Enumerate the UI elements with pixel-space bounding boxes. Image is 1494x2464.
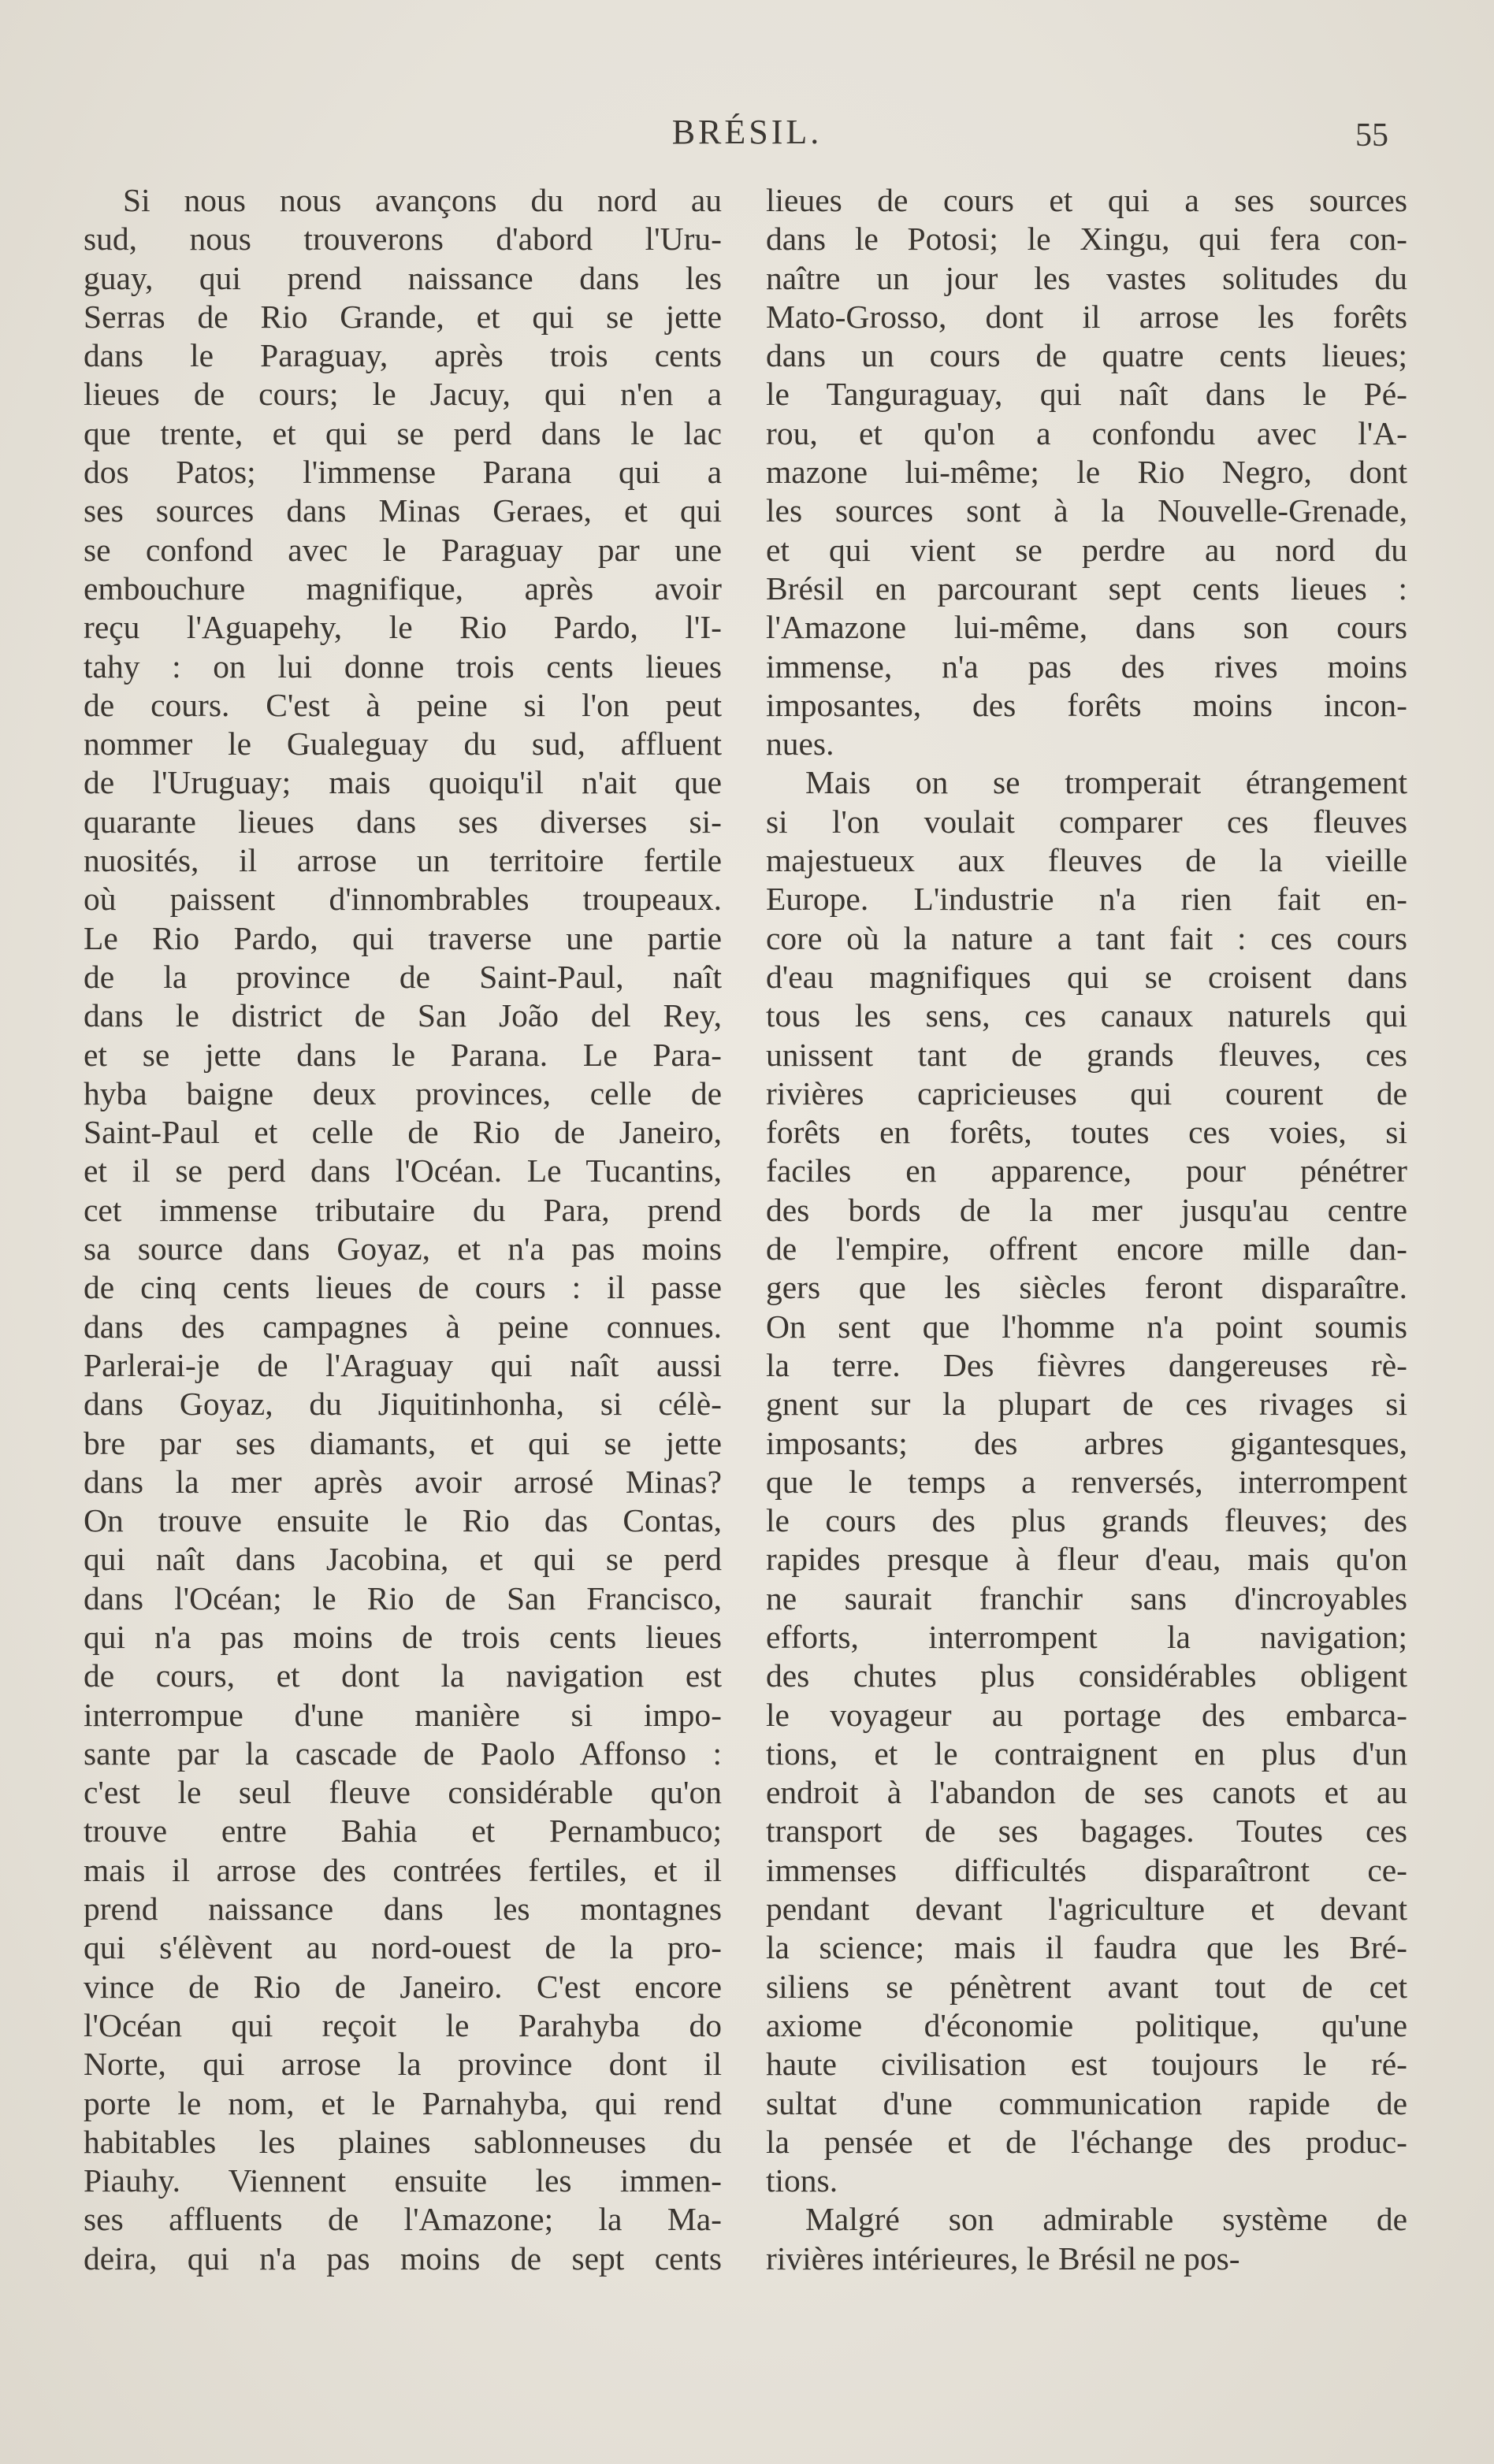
text-line: sante par la cascade de Paolo Affonso : bbox=[84, 1735, 722, 1772]
text-line: unissent tant de grands fleuves, ces bbox=[766, 1036, 1407, 1073]
text-line: Mais on se tromperait étrangement bbox=[805, 764, 1407, 801]
text-line: quarante lieues dans ses diverses si- bbox=[84, 803, 722, 840]
text-line: ses sources dans Minas Geraes, et qui bbox=[84, 492, 722, 529]
text-line: ses affluents de l'Amazone; la Ma- bbox=[84, 2201, 722, 2238]
text-line: Le Rio Pardo, qui traverse une partie bbox=[84, 919, 722, 956]
text-line: le Tanguraguay, qui naît dans le Pé- bbox=[766, 376, 1407, 413]
text-line: On trouve ensuite le Rio das Contas, bbox=[84, 1502, 722, 1539]
text-line: dans des campagnes à peine connues. bbox=[84, 1308, 722, 1345]
text-line: efforts, interrompent la navigation; bbox=[766, 1618, 1407, 1655]
text-line: majestueux aux fleuves de la vieille bbox=[766, 842, 1407, 879]
text-line: nues. bbox=[766, 725, 834, 763]
text-line: tous les sens, ces canaux naturels qui bbox=[766, 997, 1407, 1034]
text-line: la science; mais il faudra que les Bré- bbox=[766, 1929, 1407, 1966]
text-line: rou, et qu'on a confondu avec l'A- bbox=[766, 414, 1407, 451]
text-line: imposantes, des forêts moins incon- bbox=[766, 686, 1407, 723]
text-line: lieues de cours et qui a ses sources bbox=[766, 182, 1407, 218]
text-line: mazone lui-même; le Rio Negro, dont bbox=[766, 454, 1407, 491]
text-line: hyba baigne deux provinces, celle de bbox=[84, 1074, 722, 1111]
text-line: On sent que l'homme n'a point soumis bbox=[766, 1308, 1407, 1345]
text-line: qui naît dans Jacobina, et qui se perd bbox=[84, 1541, 722, 1578]
text-line: interrompue d'une manière si impo- bbox=[84, 1696, 722, 1733]
text-line: transport de ses bagages. Toutes ces bbox=[766, 1813, 1407, 1850]
text-line: sa source dans Goyaz, et n'a pas moins bbox=[84, 1230, 722, 1267]
text-line: qui n'a pas moins de trois cents lieues bbox=[84, 1618, 722, 1655]
text-line: forêts en forêts, toutes ces voies, si bbox=[766, 1114, 1407, 1151]
text-line: Malgré son admirable système de bbox=[805, 2201, 1407, 2238]
text-line: dans l'Océan; le Rio de San Francisco, bbox=[84, 1579, 722, 1616]
text-line: dans la mer après avoir arrosé Minas? bbox=[84, 1463, 722, 1500]
text-line: des bords de la mer jusqu'au centre bbox=[766, 1191, 1407, 1228]
text-line: l'Amazone lui-même, dans son cours bbox=[766, 609, 1407, 646]
running-title: BRÉSIL. bbox=[671, 113, 823, 151]
text-line: gers que les siècles feront disparaître. bbox=[766, 1269, 1407, 1306]
text-line: vince de Rio de Janeiro. C'est encore bbox=[84, 1968, 722, 2005]
text-line: cet immense tributaire du Para, prend bbox=[84, 1191, 722, 1228]
text-line: Europe. L'industrie n'a rien fait en- bbox=[766, 881, 1407, 918]
text-line: qui s'élèvent au nord-ouest de la pro- bbox=[84, 1929, 722, 1966]
text-line: Norte, qui arrose la province dont il bbox=[84, 2046, 722, 2083]
text-line: Mato-Grosso, dont il arrose les forêts bbox=[766, 298, 1407, 335]
text-line: de cinq cents lieues de cours : il passe bbox=[84, 1269, 722, 1306]
text-line: sud, nous trouverons d'abord l'Uru- bbox=[84, 221, 722, 258]
text-line: dans Goyaz, du Jiquitinhonha, si célè- bbox=[84, 1386, 722, 1423]
text-line: d'eau magnifiques qui se croisent dans bbox=[766, 958, 1407, 995]
text-line: siliens se pénètrent avant tout de cet bbox=[766, 1968, 1407, 2005]
right-column bbox=[766, 181, 1407, 2278]
text-line: mais il arrose des contrées fertiles, et il bbox=[84, 1851, 722, 1888]
text-line: endroit à l'abandon de ses canots et au bbox=[766, 1774, 1407, 1811]
text-line: ne saurait franchir sans d'incroyables bbox=[766, 1579, 1407, 1616]
text-line: trouve entre Bahia et Pernambuco; bbox=[84, 1813, 722, 1850]
text-line: Saint-Paul et celle de Rio de Janeiro, bbox=[84, 1114, 722, 1151]
text-line: immense, n'a pas des rives moins bbox=[766, 648, 1407, 685]
text-line: pendant devant l'agriculture et devant bbox=[766, 1891, 1407, 1928]
text-line: gnent sur la plupart de ces rivages si bbox=[766, 1386, 1407, 1423]
text-line: embouchure magnifique, après avoir bbox=[84, 570, 722, 607]
text-line: le cours des plus grands fleuves; des bbox=[766, 1502, 1407, 1539]
text-line: core où la nature a tant fait : ces cours bbox=[766, 919, 1407, 956]
text-line: dos Patos; l'immense Parana qui a bbox=[84, 454, 722, 491]
text-line: si l'on voulait comparer ces fleuves bbox=[766, 803, 1407, 840]
text-line: et qui vient se perdre au nord du bbox=[766, 531, 1407, 568]
text-line: dans le district de San João del Rey, bbox=[84, 997, 722, 1034]
text-line: nommer le Gualeguay du sud, affluent bbox=[84, 725, 722, 763]
text-line: faciles en apparence, pour pénétrer bbox=[766, 1152, 1407, 1189]
text-line: le voyageur au portage des embarca- bbox=[766, 1696, 1407, 1733]
text-line: les sources sont à la Nouvelle-Grenade, bbox=[766, 492, 1407, 529]
text-line: Piauhy. Viennent ensuite les immen- bbox=[84, 2162, 722, 2199]
text-line: dans le Potosi; le Xingu, qui fera con- bbox=[766, 221, 1407, 258]
text-line: la terre. Des fièvres dangereuses rè- bbox=[766, 1346, 1407, 1383]
text-line: dans un cours de quatre cents lieues; bbox=[766, 337, 1407, 374]
text-line: deira, qui n'a pas moins de sept cents bbox=[84, 2239, 722, 2277]
text-line: tahy : on lui donne trois cents lieues bbox=[84, 648, 722, 685]
text-line: de cours, et dont la navigation est bbox=[84, 1657, 722, 1694]
text-line: prend naissance dans les montagnes bbox=[84, 1891, 722, 1928]
text-line: axiome d'économie politique, qu'une bbox=[766, 2006, 1407, 2043]
text-line: lieues de cours; le Jacuy, qui n'en a bbox=[84, 376, 722, 413]
text-line: porte le nom, et le Parnahyba, qui rend bbox=[84, 2084, 722, 2121]
text-line: dans le Paraguay, après trois cents bbox=[84, 337, 722, 374]
text-line: et se jette dans le Parana. Le Para- bbox=[84, 1036, 722, 1073]
text-line: naître un jour les vastes solitudes du bbox=[766, 259, 1407, 296]
text-line: Si nous nous avançons du nord au bbox=[123, 182, 722, 218]
text-line: que trente, et qui se perd dans le lac bbox=[84, 414, 722, 451]
text-line: de l'Uruguay; mais quoiqu'il n'ait que bbox=[84, 764, 722, 801]
text-line: où paissent d'innombrables troupeaux. bbox=[84, 881, 722, 918]
text-line: tions. bbox=[766, 2162, 838, 2199]
text-line: tions, et le contraignent en plus d'un bbox=[766, 1735, 1407, 1772]
text-line: Parlerai-je de l'Araguay qui naît aussi bbox=[84, 1346, 722, 1383]
text-line: nuosités, il arrose un territoire fertile bbox=[84, 842, 722, 879]
text-line: se confond avec le Paraguay par une bbox=[84, 531, 722, 568]
left-column bbox=[84, 181, 722, 2278]
text-line: c'est le seul fleuve considérable qu'on bbox=[84, 1774, 722, 1811]
text-line: rapides presque à fleur d'eau, mais qu'on bbox=[766, 1541, 1407, 1578]
text-line: haute civilisation est toujours le ré- bbox=[766, 2046, 1407, 2083]
text-line: rivières intérieures, le Brésil ne pos- bbox=[766, 2239, 1240, 2277]
text-line: bre par ses diamants, et qui se jette bbox=[84, 1424, 722, 1461]
text-line: imposants; des arbres gigantesques, bbox=[766, 1424, 1407, 1461]
text-line: habitables les plaines sablonneuses du bbox=[84, 2123, 722, 2160]
text-line: de cours. C'est à peine si l'on peut bbox=[84, 686, 722, 723]
text-line: reçu l'Aguapehy, le Rio Pardo, l'I- bbox=[84, 609, 722, 646]
text-line: immenses difficultés disparaîtront ce- bbox=[766, 1851, 1407, 1888]
page-number: 55 bbox=[1355, 117, 1388, 154]
text-line: sultat d'une communication rapide de bbox=[766, 2084, 1407, 2121]
text-line: rivières capricieuses qui courent de bbox=[766, 1074, 1407, 1111]
text-line: la pensée et de l'échange des produc- bbox=[766, 2123, 1407, 2160]
text-line: et il se perd dans l'Océan. Le Tucantins, bbox=[84, 1152, 722, 1189]
text-line: de la province de Saint-Paul, naît bbox=[84, 958, 722, 995]
text-line: des chutes plus considérables obligent bbox=[766, 1657, 1407, 1694]
text-line: guay, qui prend naissance dans les bbox=[84, 259, 722, 296]
text-line: Serras de Rio Grande, et qui se jette bbox=[84, 298, 722, 335]
text-line: Brésil en parcourant sept cents lieues : bbox=[766, 570, 1407, 607]
text-line: que le temps a renversés, interrompent bbox=[766, 1463, 1407, 1500]
text-line: l'Océan qui reçoit le Parahyba do bbox=[84, 2006, 722, 2043]
text-line: de l'empire, offrent encore mille dan- bbox=[766, 1230, 1407, 1267]
